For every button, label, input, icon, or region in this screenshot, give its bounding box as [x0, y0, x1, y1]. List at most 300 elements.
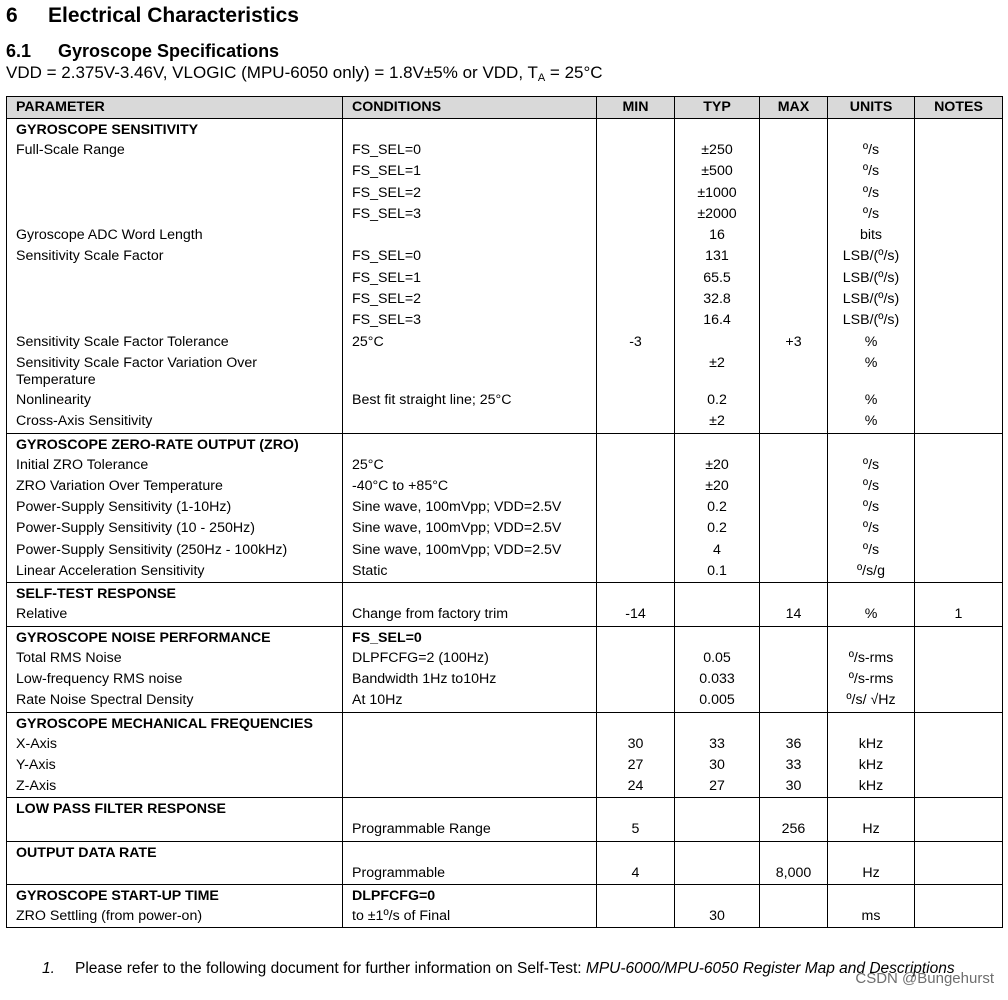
cell-min [597, 433, 675, 455]
cell-conditions: FS_SEL=3 [343, 310, 597, 331]
cell-parameter: LOW PASS FILTER RESPONSE [7, 798, 343, 820]
cell-typ: 65.5 [675, 268, 760, 289]
cell-parameter: Power-Supply Sensitivity (1-10Hz) [7, 497, 343, 518]
cell-typ [675, 841, 760, 863]
cell-typ: ±20 [675, 455, 760, 476]
cell-min [597, 798, 675, 820]
cell-typ: 32.8 [675, 289, 760, 310]
cell-max [760, 140, 828, 161]
cell-max: 256 [760, 819, 828, 841]
cell-typ: 30 [675, 906, 760, 928]
cell-min [597, 204, 675, 225]
cell-conditions [343, 583, 597, 605]
cell-typ [675, 433, 760, 455]
cell-notes [915, 183, 1003, 204]
cell-notes [915, 268, 1003, 289]
cell-units: kHz [828, 776, 915, 798]
cell-min [597, 690, 675, 712]
cell-parameter: Cross-Axis Sensitivity [7, 411, 343, 433]
cell-parameter: GYROSCOPE MECHANICAL FREQUENCIES [7, 712, 343, 734]
cell-parameter [7, 161, 343, 182]
cell-max [760, 390, 828, 411]
table-row [7, 648, 1003, 669]
group-header-row [7, 885, 1003, 907]
cell-min [597, 583, 675, 605]
cell-notes [915, 390, 1003, 411]
cell-notes [915, 798, 1003, 820]
header-typ: TYP [675, 97, 760, 119]
cell-conditions [343, 841, 597, 863]
cell-conditions: FS_SEL=2 [343, 289, 597, 310]
cell-units: º/s [828, 455, 915, 476]
table-row [7, 497, 1003, 518]
table-row [7, 819, 1003, 841]
cell-notes [915, 411, 1003, 433]
subsection-number: 6.1 [6, 41, 32, 61]
cell-units: Hz [828, 819, 915, 841]
cell-conditions: FS_SEL=2 [343, 183, 597, 204]
cell-min [597, 540, 675, 561]
cell-typ [675, 712, 760, 734]
cell-max [760, 626, 828, 648]
section-number: 6 [6, 4, 18, 27]
cell-conditions: FS_SEL=0 [343, 246, 597, 267]
table-row [7, 183, 1003, 204]
cell-typ: ±20 [675, 476, 760, 497]
cell-notes [915, 476, 1003, 497]
cell-notes [915, 204, 1003, 225]
cell-typ: 0.05 [675, 648, 760, 669]
cell-parameter [7, 204, 343, 225]
cell-units [828, 433, 915, 455]
table-row [7, 906, 1003, 928]
cell-units: º/s [828, 497, 915, 518]
cell-units: kHz [828, 734, 915, 755]
cell-min: 27 [597, 755, 675, 776]
cell-notes [915, 119, 1003, 141]
cell-parameter [7, 819, 343, 841]
cell-notes [915, 246, 1003, 267]
cell-typ: 33 [675, 734, 760, 755]
cell-parameter: Relative [7, 604, 343, 626]
cell-conditions: to ±1º/s of Final [343, 906, 597, 928]
cell-conditions [343, 225, 597, 246]
cell-max [760, 540, 828, 561]
cell-min [597, 390, 675, 411]
cell-parameter [7, 310, 343, 331]
cell-max: +3 [760, 332, 828, 353]
cell-notes [915, 906, 1003, 928]
cell-notes [915, 497, 1003, 518]
cell-max [760, 204, 828, 225]
cell-conditions: FS_SEL=1 [343, 161, 597, 182]
cell-typ: 30 [675, 755, 760, 776]
cell-parameter: OUTPUT DATA RATE [7, 841, 343, 863]
cell-units: º/s [828, 140, 915, 161]
group-header-row [7, 433, 1003, 455]
cell-conditions [343, 353, 597, 390]
cell-parameter: Sensitivity Scale Factor [7, 246, 343, 267]
cell-max [760, 669, 828, 690]
group-header-row [7, 626, 1003, 648]
subsection-heading [6, 41, 279, 62]
cell-parameter: Nonlinearity [7, 390, 343, 411]
cell-notes [915, 819, 1003, 841]
cell-notes [915, 669, 1003, 690]
table-row [7, 390, 1003, 411]
cell-units: º/s-rms [828, 669, 915, 690]
operating-conditions: VDD = 2.375V-3.46V, VLOGIC (MPU-6050 only) = 1.8V±5% or VDD, $T_A = 25^\circ C$ [6, 63, 603, 84]
footnote-number: 1. [42, 960, 55, 977]
cell-min [597, 518, 675, 539]
cell-parameter [7, 183, 343, 204]
cell-min [597, 140, 675, 161]
cell-min [597, 353, 675, 390]
cell-min: -14 [597, 604, 675, 626]
header-notes: NOTES [915, 97, 1003, 119]
cell-max: 33 [760, 755, 828, 776]
cell-notes [915, 540, 1003, 561]
cell-max [760, 476, 828, 497]
cell-notes [915, 310, 1003, 331]
cell-parameter: Linear Acceleration Sensitivity [7, 561, 343, 583]
table-row [7, 246, 1003, 267]
cell-notes [915, 583, 1003, 605]
cell-conditions: Programmable [343, 863, 597, 885]
cell-units: º/s [828, 204, 915, 225]
cell-notes [915, 626, 1003, 648]
cell-units: kHz [828, 755, 915, 776]
cell-max [760, 518, 828, 539]
cell-typ [675, 119, 760, 141]
cell-min [597, 119, 675, 141]
cell-max [760, 841, 828, 863]
cell-conditions [343, 433, 597, 455]
cell-max [760, 906, 828, 928]
cell-parameter: Z-Axis [7, 776, 343, 798]
cell-units: º/s [828, 540, 915, 561]
table-row [7, 204, 1003, 225]
cell-min: 30 [597, 734, 675, 755]
cell-min [597, 648, 675, 669]
cell-notes [915, 289, 1003, 310]
cell-min [597, 497, 675, 518]
table-row [7, 332, 1003, 353]
cell-conditions: 25°C [343, 332, 597, 353]
table-row [7, 690, 1003, 712]
gyroscope-spec-table [6, 96, 1003, 928]
cell-typ: ±2000 [675, 204, 760, 225]
cell-units: ms [828, 906, 915, 928]
cell-units: % [828, 332, 915, 353]
cell-units [828, 712, 915, 734]
cell-parameter: GYROSCOPE NOISE PERFORMANCE [7, 626, 343, 648]
cell-typ: 16.4 [675, 310, 760, 331]
cell-conditions [343, 712, 597, 734]
cell-min [597, 225, 675, 246]
cell-min [597, 455, 675, 476]
cell-typ: 16 [675, 225, 760, 246]
cell-parameter [7, 268, 343, 289]
cell-parameter: Power-Supply Sensitivity (10 - 250Hz) [7, 518, 343, 539]
cell-parameter: Full-Scale Range [7, 140, 343, 161]
cell-min [597, 411, 675, 433]
cell-units [828, 119, 915, 141]
cell-typ [675, 332, 760, 353]
cell-max: 14 [760, 604, 828, 626]
cell-parameter: Rate Noise Spectral Density [7, 690, 343, 712]
header-min: MIN [597, 97, 675, 119]
cell-units: º/s/g [828, 561, 915, 583]
cell-units: º/s [828, 161, 915, 182]
cell-min [597, 246, 675, 267]
cell-conditions: FS_SEL=0 [343, 626, 597, 648]
cell-parameter: Y-Axis [7, 755, 343, 776]
cell-parameter: Low-frequency RMS noise [7, 669, 343, 690]
group-header-row [7, 712, 1003, 734]
cell-max [760, 161, 828, 182]
header-units: UNITS [828, 97, 915, 119]
cell-max [760, 433, 828, 455]
cell-typ [675, 885, 760, 907]
cell-conditions: FS_SEL=0 [343, 140, 597, 161]
cell-units [828, 583, 915, 605]
cell-min [597, 310, 675, 331]
cell-conditions: Bandwidth 1Hz to10Hz [343, 669, 597, 690]
cell-units [828, 626, 915, 648]
cell-notes [915, 140, 1003, 161]
cell-parameter: X-Axis [7, 734, 343, 755]
cell-conditions [343, 119, 597, 141]
cell-max [760, 690, 828, 712]
cell-typ [675, 604, 760, 626]
table-body [7, 119, 1003, 928]
cell-units: bits [828, 225, 915, 246]
table-header-row [7, 97, 1003, 119]
cell-typ: 0.2 [675, 518, 760, 539]
table-row [7, 310, 1003, 331]
cell-units: º/s-rms [828, 648, 915, 669]
cell-max: 30 [760, 776, 828, 798]
table-row [7, 604, 1003, 626]
cell-conditions: DLPFCFG=2 (100Hz) [343, 648, 597, 669]
cell-units: º/s [828, 183, 915, 204]
cell-min [597, 268, 675, 289]
group-header-row [7, 583, 1003, 605]
cell-min [597, 289, 675, 310]
cell-parameter: ZRO Settling (from power-on) [7, 906, 343, 928]
table-row [7, 863, 1003, 885]
cell-conditions: FS_SEL=1 [343, 268, 597, 289]
table-row [7, 140, 1003, 161]
cell-max [760, 583, 828, 605]
cell-max [760, 798, 828, 820]
cell-conditions [343, 734, 597, 755]
group-header-row [7, 798, 1003, 820]
cell-units: % [828, 411, 915, 433]
cell-typ [675, 798, 760, 820]
cell-min: 4 [597, 863, 675, 885]
cell-notes [915, 734, 1003, 755]
cell-typ: 131 [675, 246, 760, 267]
cell-parameter: SELF-TEST RESPONSE [7, 583, 343, 605]
table-row [7, 353, 1003, 390]
cell-min [597, 885, 675, 907]
cell-min [597, 906, 675, 928]
cell-conditions: -40°C to +85°C [343, 476, 597, 497]
cell-min [597, 841, 675, 863]
table-row [7, 225, 1003, 246]
group-header-row [7, 119, 1003, 141]
cell-notes [915, 561, 1003, 583]
header-max: MAX [760, 97, 828, 119]
cell-typ [675, 863, 760, 885]
cell-units: LSB/(º/s) [828, 289, 915, 310]
cell-notes [915, 433, 1003, 455]
cell-notes [915, 518, 1003, 539]
group-header-row [7, 841, 1003, 863]
cell-max [760, 289, 828, 310]
cell-notes [915, 841, 1003, 863]
cell-parameter: ZRO Variation Over Temperature [7, 476, 343, 497]
cell-conditions: Programmable Range [343, 819, 597, 841]
header-conditions: CONDITIONS [343, 97, 597, 119]
cell-units [828, 885, 915, 907]
cell-max [760, 411, 828, 433]
cell-typ: ±500 [675, 161, 760, 182]
cell-parameter: Gyroscope ADC Word Length [7, 225, 343, 246]
cell-max [760, 497, 828, 518]
cell-notes [915, 863, 1003, 885]
cell-units: LSB/(º/s) [828, 310, 915, 331]
table-row [7, 476, 1003, 497]
cell-conditions [343, 755, 597, 776]
table-row [7, 161, 1003, 182]
table-row [7, 755, 1003, 776]
cell-units: % [828, 353, 915, 390]
cell-conditions: Sine wave, 100mVpp; VDD=2.5V [343, 518, 597, 539]
cell-max [760, 885, 828, 907]
cell-typ: ±2 [675, 353, 760, 390]
cell-max [760, 183, 828, 204]
cell-typ: ±250 [675, 140, 760, 161]
cell-max [760, 268, 828, 289]
cell-min [597, 626, 675, 648]
cell-conditions: Change from factory trim [343, 604, 597, 626]
cell-max [760, 119, 828, 141]
table-row [7, 540, 1003, 561]
cell-conditions [343, 798, 597, 820]
cell-notes [915, 225, 1003, 246]
cell-conditions: Sine wave, 100mVpp; VDD=2.5V [343, 497, 597, 518]
cell-typ: 0.2 [675, 390, 760, 411]
cell-typ: 27 [675, 776, 760, 798]
cell-typ: ±1000 [675, 183, 760, 204]
cell-max [760, 225, 828, 246]
cell-min [597, 561, 675, 583]
cell-typ: ±2 [675, 411, 760, 433]
table-row [7, 518, 1003, 539]
cell-min [597, 712, 675, 734]
cell-notes: 1 [915, 604, 1003, 626]
cell-min: 5 [597, 819, 675, 841]
cell-max [760, 246, 828, 267]
table-row [7, 268, 1003, 289]
cell-conditions: DLPFCFG=0 [343, 885, 597, 907]
cell-typ [675, 583, 760, 605]
cell-parameter: GYROSCOPE ZERO-RATE OUTPUT (ZRO) [7, 433, 343, 455]
cell-notes [915, 885, 1003, 907]
cell-conditions: At 10Hz [343, 690, 597, 712]
cell-units: Hz [828, 863, 915, 885]
table-row [7, 669, 1003, 690]
cell-units [828, 798, 915, 820]
cell-parameter: Sensitivity Scale Factor Variation Over Temperature [7, 353, 343, 390]
cell-min [597, 476, 675, 497]
cell-typ: 0.033 [675, 669, 760, 690]
cell-min: -3 [597, 332, 675, 353]
cell-conditions: Best fit straight line; 25°C [343, 390, 597, 411]
cell-max [760, 712, 828, 734]
cell-conditions: Static [343, 561, 597, 583]
cell-max [760, 455, 828, 476]
footnote-text: Please refer to the following document for further information on Self-Test: [75, 960, 586, 977]
table-row [7, 455, 1003, 476]
cell-typ: 0.1 [675, 561, 760, 583]
cell-typ: 0.005 [675, 690, 760, 712]
watermark: CSDN @Bungehurst [855, 970, 994, 987]
cell-min [597, 183, 675, 204]
cell-max [760, 561, 828, 583]
section-title: Electrical Characteristics [48, 4, 299, 27]
cell-min [597, 669, 675, 690]
header-parameter: PARAMETER [7, 97, 343, 119]
cell-max: 36 [760, 734, 828, 755]
cell-notes [915, 161, 1003, 182]
cell-units: º/s/ √Hz [828, 690, 915, 712]
cell-notes [915, 755, 1003, 776]
cell-notes [915, 690, 1003, 712]
cell-max [760, 353, 828, 390]
table-row [7, 734, 1003, 755]
cell-notes [915, 332, 1003, 353]
cell-conditions: FS_SEL=3 [343, 204, 597, 225]
cell-notes [915, 712, 1003, 734]
section-heading [6, 4, 299, 28]
cell-conditions [343, 776, 597, 798]
subsection-title: Gyroscope Specifications [58, 41, 280, 61]
table-row [7, 776, 1003, 798]
cell-notes [915, 353, 1003, 390]
cell-min: 24 [597, 776, 675, 798]
cell-max [760, 310, 828, 331]
cell-conditions [343, 411, 597, 433]
cell-units: % [828, 604, 915, 626]
table-row [7, 561, 1003, 583]
cell-parameter: Total RMS Noise [7, 648, 343, 669]
table-row [7, 289, 1003, 310]
table-row [7, 411, 1003, 433]
cell-units: LSB/(º/s) [828, 268, 915, 289]
cell-parameter: Sensitivity Scale Factor Tolerance [7, 332, 343, 353]
cell-notes [915, 776, 1003, 798]
cell-typ [675, 626, 760, 648]
cell-units: º/s [828, 518, 915, 539]
cell-notes [915, 455, 1003, 476]
cell-parameter [7, 863, 343, 885]
cell-parameter: Power-Supply Sensitivity (250Hz - 100kHz) [7, 540, 343, 561]
cell-max: 8,000 [760, 863, 828, 885]
